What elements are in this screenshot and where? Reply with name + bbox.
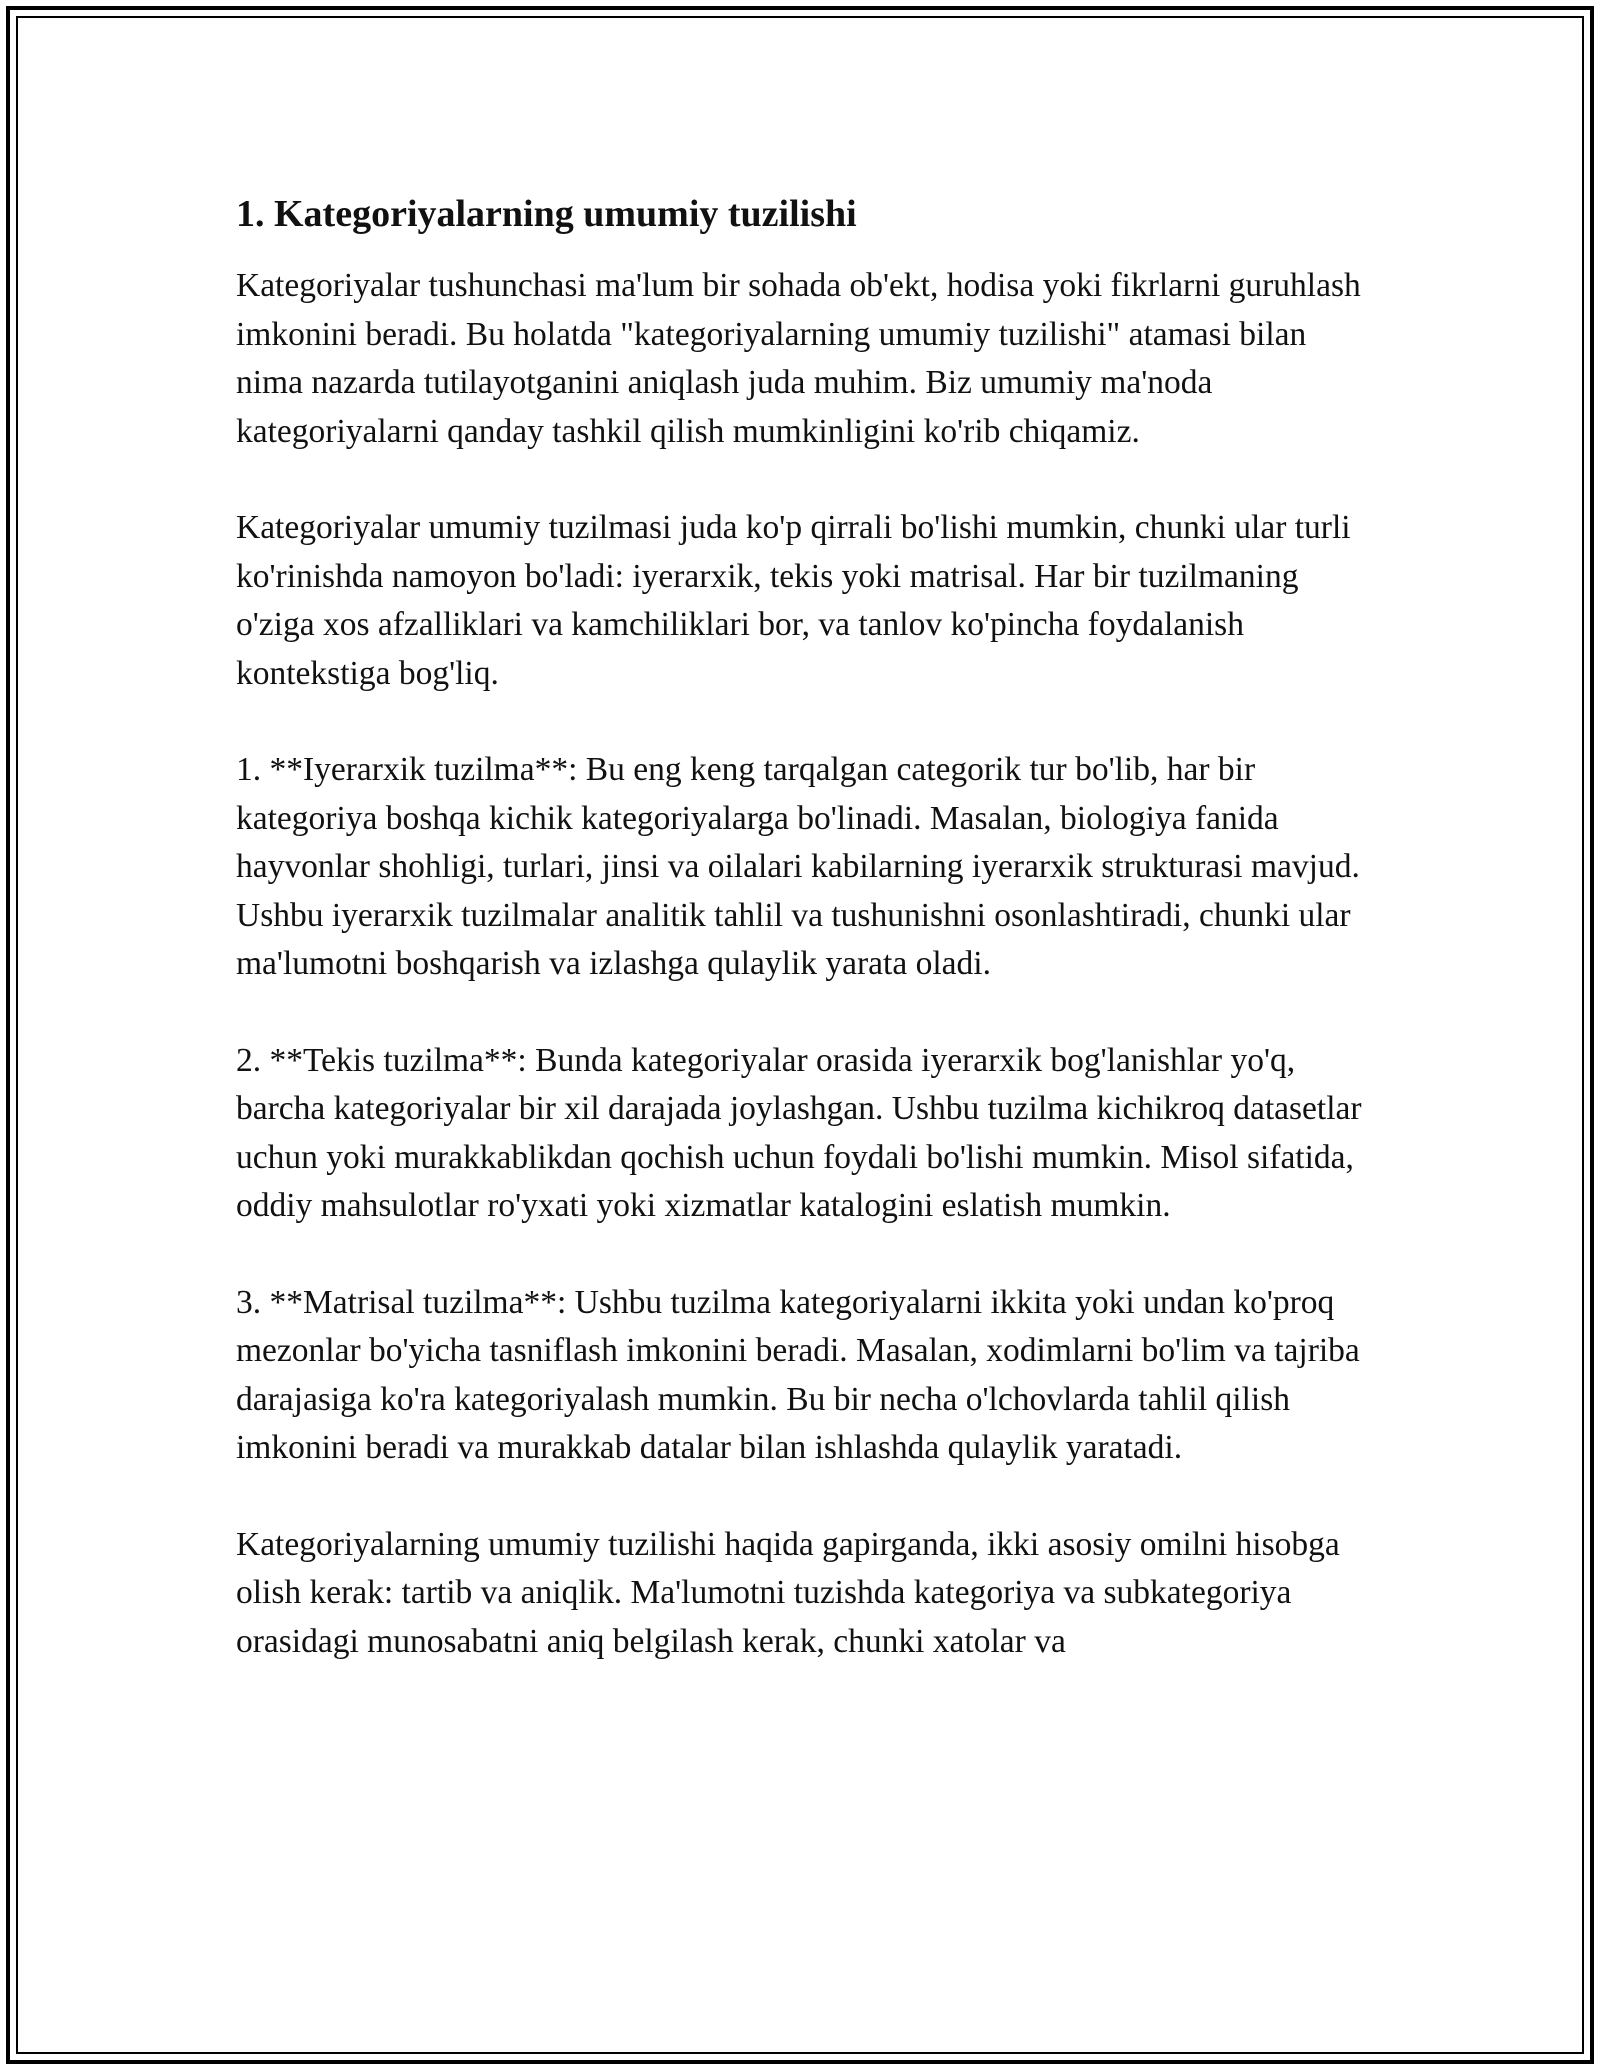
document-body — [236, 186, 1366, 1714]
paragraph-intro: Kategoriyalar tushunchasi ma'lum bir sohada ob'ekt, hodisa yoki fikrlarni guruhlash imkonini beradi. Bu holatda "kategoriyalarning umumiy tuzilishi" atamasi bilan nima nazarda tutilayotganini aniqlash juda muhim. Biz umumiy ma'noda kategoriyalarni qanday tashkil qilish mumkinligini ko'rib chiqamiz. — [236, 267, 1361, 450]
section-heading: 1. Kategoriyalarning umumiy tuzilishi — [236, 193, 857, 235]
paragraph-flat: 2. **Tekis tuzilma**: Bunda kategoriyalar orasida iyerarxik bog'lanishlar yo'q, barcha kategoriyalar bir xil darajada joylashgan. Ushbu tuzilma kichikroq datasetlar uchun yoki murakkablikdan qochish uchun foydali bo'lishi mumkin. Misol sifatida, oddiy mahsulotlar ro'yxati yoki xizmatlar katalogini eslatish mumkin. — [236, 1041, 1362, 1224]
paragraph-hierarchical: 1. **Iyerarxik tuzilma**: Bu eng keng tarqalgan categorik tur bo'lib, har bir kategoriya boshqa kichik kategoriyalarga bo'linadi. Masalan, biologiya fanida hayvonlar shohligi, turlari, jinsi va oilalari kabilarning iyerarxik strukturasi mavjud. Ushbu iyerarxik tuzilmalar analitik tahlil va tushunishni osonlashtiradi, chunki ular ma'lumotni boshqarish va izlashga qulaylik yarata oladi. — [236, 751, 1360, 982]
paragraph-structures-overview: Kategoriyalar umumiy tuzilmasi juda ko'p qirrali bo'lishi mumkin, chunki ular turli ko'rinishda namoyon bo'ladi: iyerarxik, tekis yoki matrisal. Har bir tuzilmaning o'ziga xos afzalliklari va kamchiliklari bor, va tanlov ko'pincha foydalanish kontekstiga bog'liq. — [236, 509, 1351, 692]
paragraph-matrix: 3. **Matrisal tuzilma**: Ushbu tuzilma kategoriyalarni ikkita yoki undan ko'proq mezonlar bo'yicha tasniflash imkonini beradi. Masalan, xodimlarni bo'lim va tajriba darajasiga ko'ra kategoriyalash mumkin. Bu bir necha o'lchovlarda tahlil qilish imkonini beradi va murakkab datalar bilan ishlashda qulaylik yaratadi. — [236, 1283, 1360, 1466]
paragraph-conclusion: Kategoriyalarning umumiy tuzilishi haqida gapirganda, ikki asosiy omilni hisobga olish kerak: tartib va aniqlik. Ma'lumotni tuzishda kategoriya va subkategoriya orasidagi munosabatni aniq belgilash kerak, chunki xatolar va — [236, 1525, 1340, 1660]
